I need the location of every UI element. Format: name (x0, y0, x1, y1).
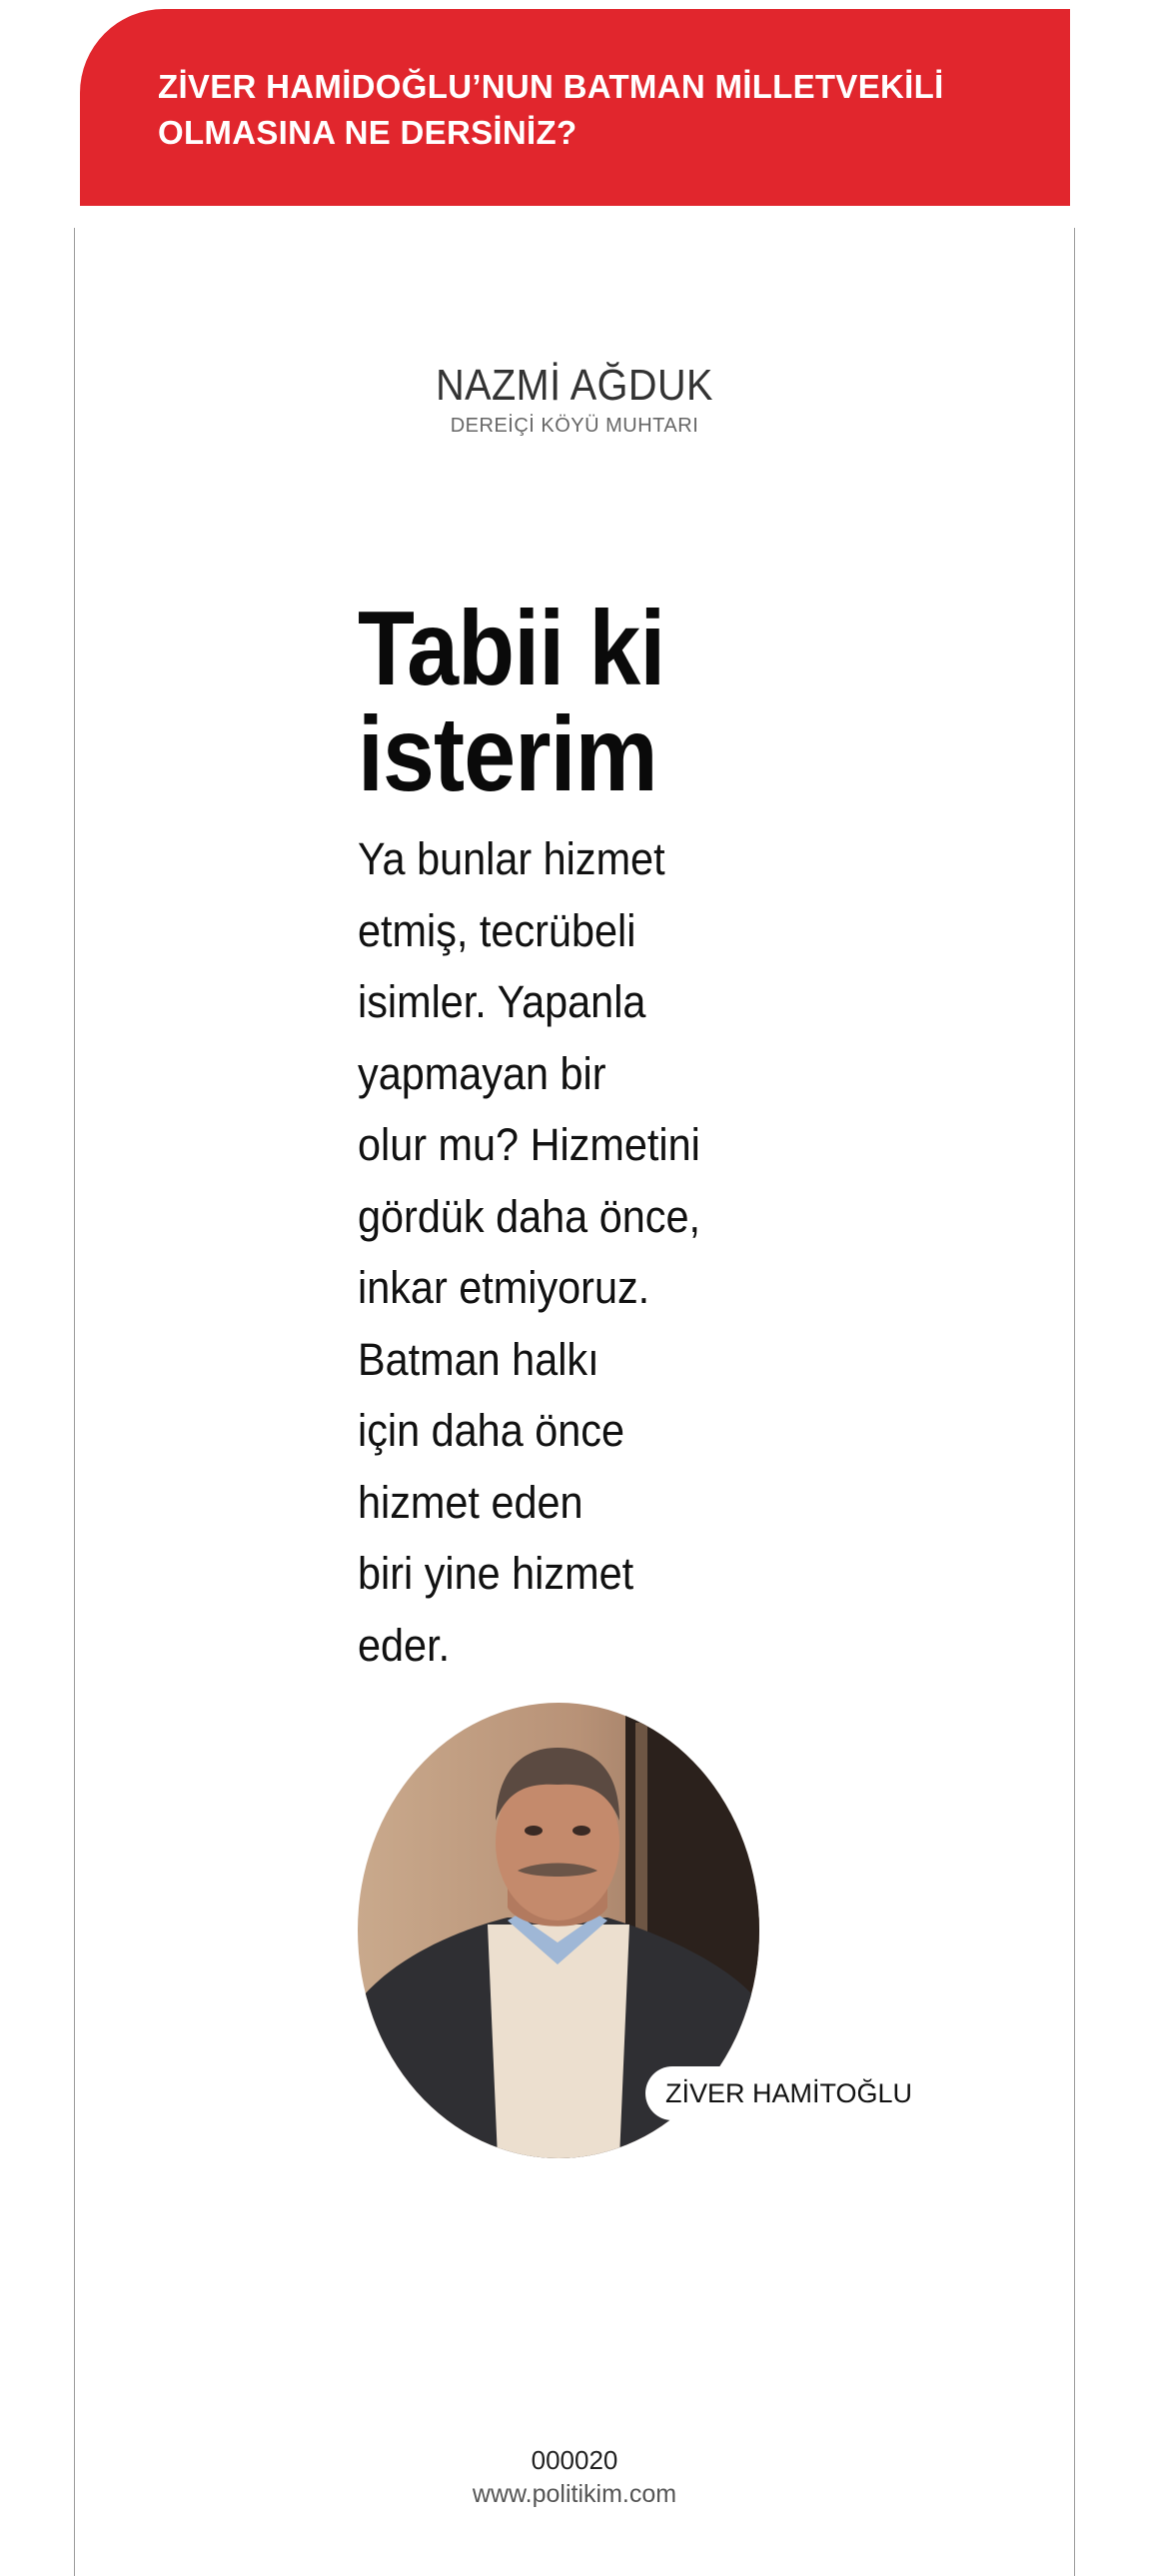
headline-line-2: isterim (358, 695, 657, 813)
body-line: gördük daha önce, (358, 1190, 700, 1242)
author-byline (0, 360, 1149, 438)
body-line: olur mu? Hizmetini (358, 1119, 700, 1170)
body-line: isimler. Yapanla (358, 976, 646, 1027)
body-line: Ya bunlar hizmet (358, 833, 665, 884)
answer-body (358, 823, 734, 1681)
answer-headline (358, 590, 744, 813)
body-line: için daha önce (358, 1405, 625, 1456)
page-frame-left-rule (74, 228, 75, 2576)
body-line: inkar etmiyoruz. (358, 1262, 650, 1313)
page-code: 000020 (531, 2445, 618, 2475)
page-frame-right-rule (1074, 228, 1075, 2576)
headline-line-1: Tabii ki (358, 590, 665, 707)
body-line: etmiş, tecrübeli (358, 904, 636, 956)
page-footer (0, 2444, 1149, 2510)
body-line: biri yine hizmet (358, 1548, 634, 1599)
body-line: eder. (358, 1619, 451, 1671)
body-line: Batman halkı (358, 1333, 599, 1385)
banner-question-line-2: OLMASINA NE DERSİNİZ? (158, 114, 577, 151)
portrait-caption: ZİVER HAMİTOĞLU (645, 2066, 930, 2120)
author-name: NAZMİ AĞDUK (436, 361, 713, 410)
website-url: www.politikim.com (472, 2480, 677, 2508)
question-banner (80, 9, 1070, 206)
banner-question-line-1: ZİVER HAMİDOĞLU’NUN BATMAN MİLLETVEKİLİ (158, 68, 944, 105)
body-line: yapmayan bir (358, 1047, 606, 1099)
author-role: DEREİÇİ KÖYÜ MUHTARI (450, 415, 699, 437)
banner-question (158, 64, 1010, 156)
body-line: hizmet eden (358, 1476, 583, 1528)
